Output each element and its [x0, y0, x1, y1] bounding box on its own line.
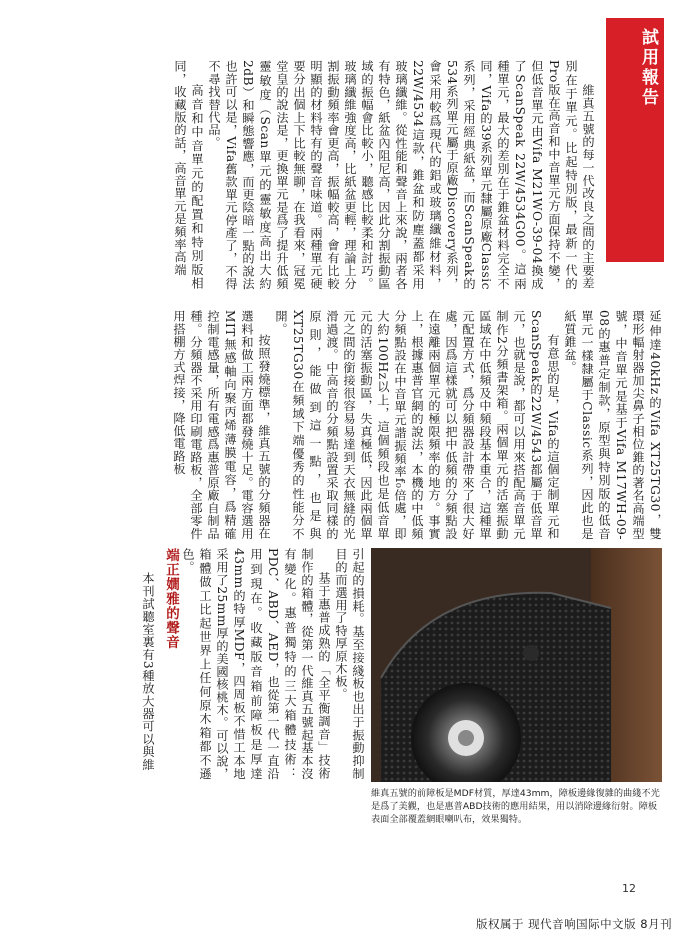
section-heading: 端正嫺雅的聲音 — [163, 548, 179, 650]
text-column-1 — [108, 60, 596, 290]
paragraph: 有意思的是，Vifa的這個定制單元和ScanSpeak的22W/4543都屬于低音單元，也就是說，都可以用來搭配高音單元制作2分頻書架箱。兩個單元的活塞振動區域在中低頻及中頻段基本重合，這種單元配置方式，爲分頻器設計帶來了很大好處，因爲這樣就可以把中低頻的分頻點設在遠離兩個單元的極限頻率的地方。事實上，根據惠普官網的說法，本機的中低頻分頻點設在中音單元諧振頻率f₀倍處，即大約100Hz以上，這個頻段也是低音單元的活塞振動區，失真極低，因此兩個單元之間的銜接很容易易達到天衣無縫的光滑過渡。中高音的分頻點設置采取同樣的原則，能做到這一點，也是與XT25TG30在頻域下端優秀的性能分不開。 — [274, 310, 560, 540]
paragraph: 按照發燒標準，維真五號的分頻器在選料和做工兩方面都發燒十足。電容選用MIT無感軸向聚丙烯薄膜電容，爲精確控制電感量，所有電感爲惠普原廠自制品種。分頻器不采用印刷電路板，全部零件用搭棚方式焊接，降低電路板 — [172, 310, 271, 540]
page-number: 12 — [622, 882, 636, 895]
paragraph: 基于惠普成熟的「全平衡調音」技術制作的箱體，從第一代維真五號起基本沒有變化。惠普獨特的三大箱體技術：PDC、ABD、AED，也從第一代一直沿用到現在。收藏版音箱前障板是厚達43mm的特厚MDF，四周板不惜工本地采用了25mm厚的美國核桃木。可以說，箱體做工比起世界上任何原木箱都不遜色。 — [181, 548, 331, 780]
paragraph: 維真五號的每一代改良之間的主要差別在于單元。比起特別版，最新一代的Pro版在高音和中音單元方面保持不變，但低音單元由Vifa M21WO-39-04換成了ScanSpeak 22W/4534G00。這兩種單元，最大的差別在于錐盆材料完全不同，Vifa的39系列單元隸屬原廠Classic系列，采用經典紙盆，而ScanSpeak的534系列單元屬于原廠Discovery系列，會采用較爲現代的鋁或玻璃纖維材料，22W/4534這款，錐盆和防塵蓋都采用玻璃纖維。從性能和聲音上來說，兩者各有特色，紙盆內阻尼高，因此分割振動區域的振幅會比較小，聽感比較柔和討巧。玻璃纖維強度高，比紙盆更輕，理論上分割振動頻率會更高，振幅較高，會有比較明顯的材料特有的聲音味道。兩種單元硬要分出個上下比較無聊，在我看來，冠冕堂皇的說法是，更換單元是爲了提升低頻靈敏度（Scan單元的靈敏度高出大約2dB）和瞬態響應，而更陰暗一點的說法也許可以是，Vifa舊款單元停產了，不得不尋找替代品。 — [207, 60, 595, 290]
section-badge — [606, 18, 664, 262]
paragraph: 延伸達40kHz的Vifa XT25TG30，雙環形輻射器加尖鼻子相位錐的著名高端型號，中音單元是基于Vifa M17WH-09-08的惠普定制款，原型與特別版的低音單元一樣隸屬于Classic系列，因此也是紙質錐盆。 — [563, 310, 662, 540]
paragraph: 高音和中音單元的配置和特別版相同，收藏版的話，高音單元是頻率高端 — [173, 60, 204, 290]
paragraph: 本刊試聽室裏有3種放大器可以與維 — [141, 572, 155, 772]
photo-caption: 維真五號的前障板是MDF材質，厚達43mm，障板邊緣復雜的曲綫不光是爲了美觀，也是惠普ABD技術的應用結果，用以消除邊緣衍射。障板表面全部覆蓋網眼喇叭布，效果獨特。 — [371, 788, 660, 825]
section-badge-label: 試用報告 — [638, 28, 658, 108]
speaker-photo — [371, 548, 662, 782]
text-column-2 — [108, 310, 663, 540]
paragraph: 引起的損耗。基至接綫板也出于振動抑制目的而選用了特厚原木板。 — [334, 548, 365, 780]
footer-text: 版权属于 现代音响国际中文版 8月刊 — [476, 917, 673, 931]
text-column-3 — [108, 548, 366, 780]
